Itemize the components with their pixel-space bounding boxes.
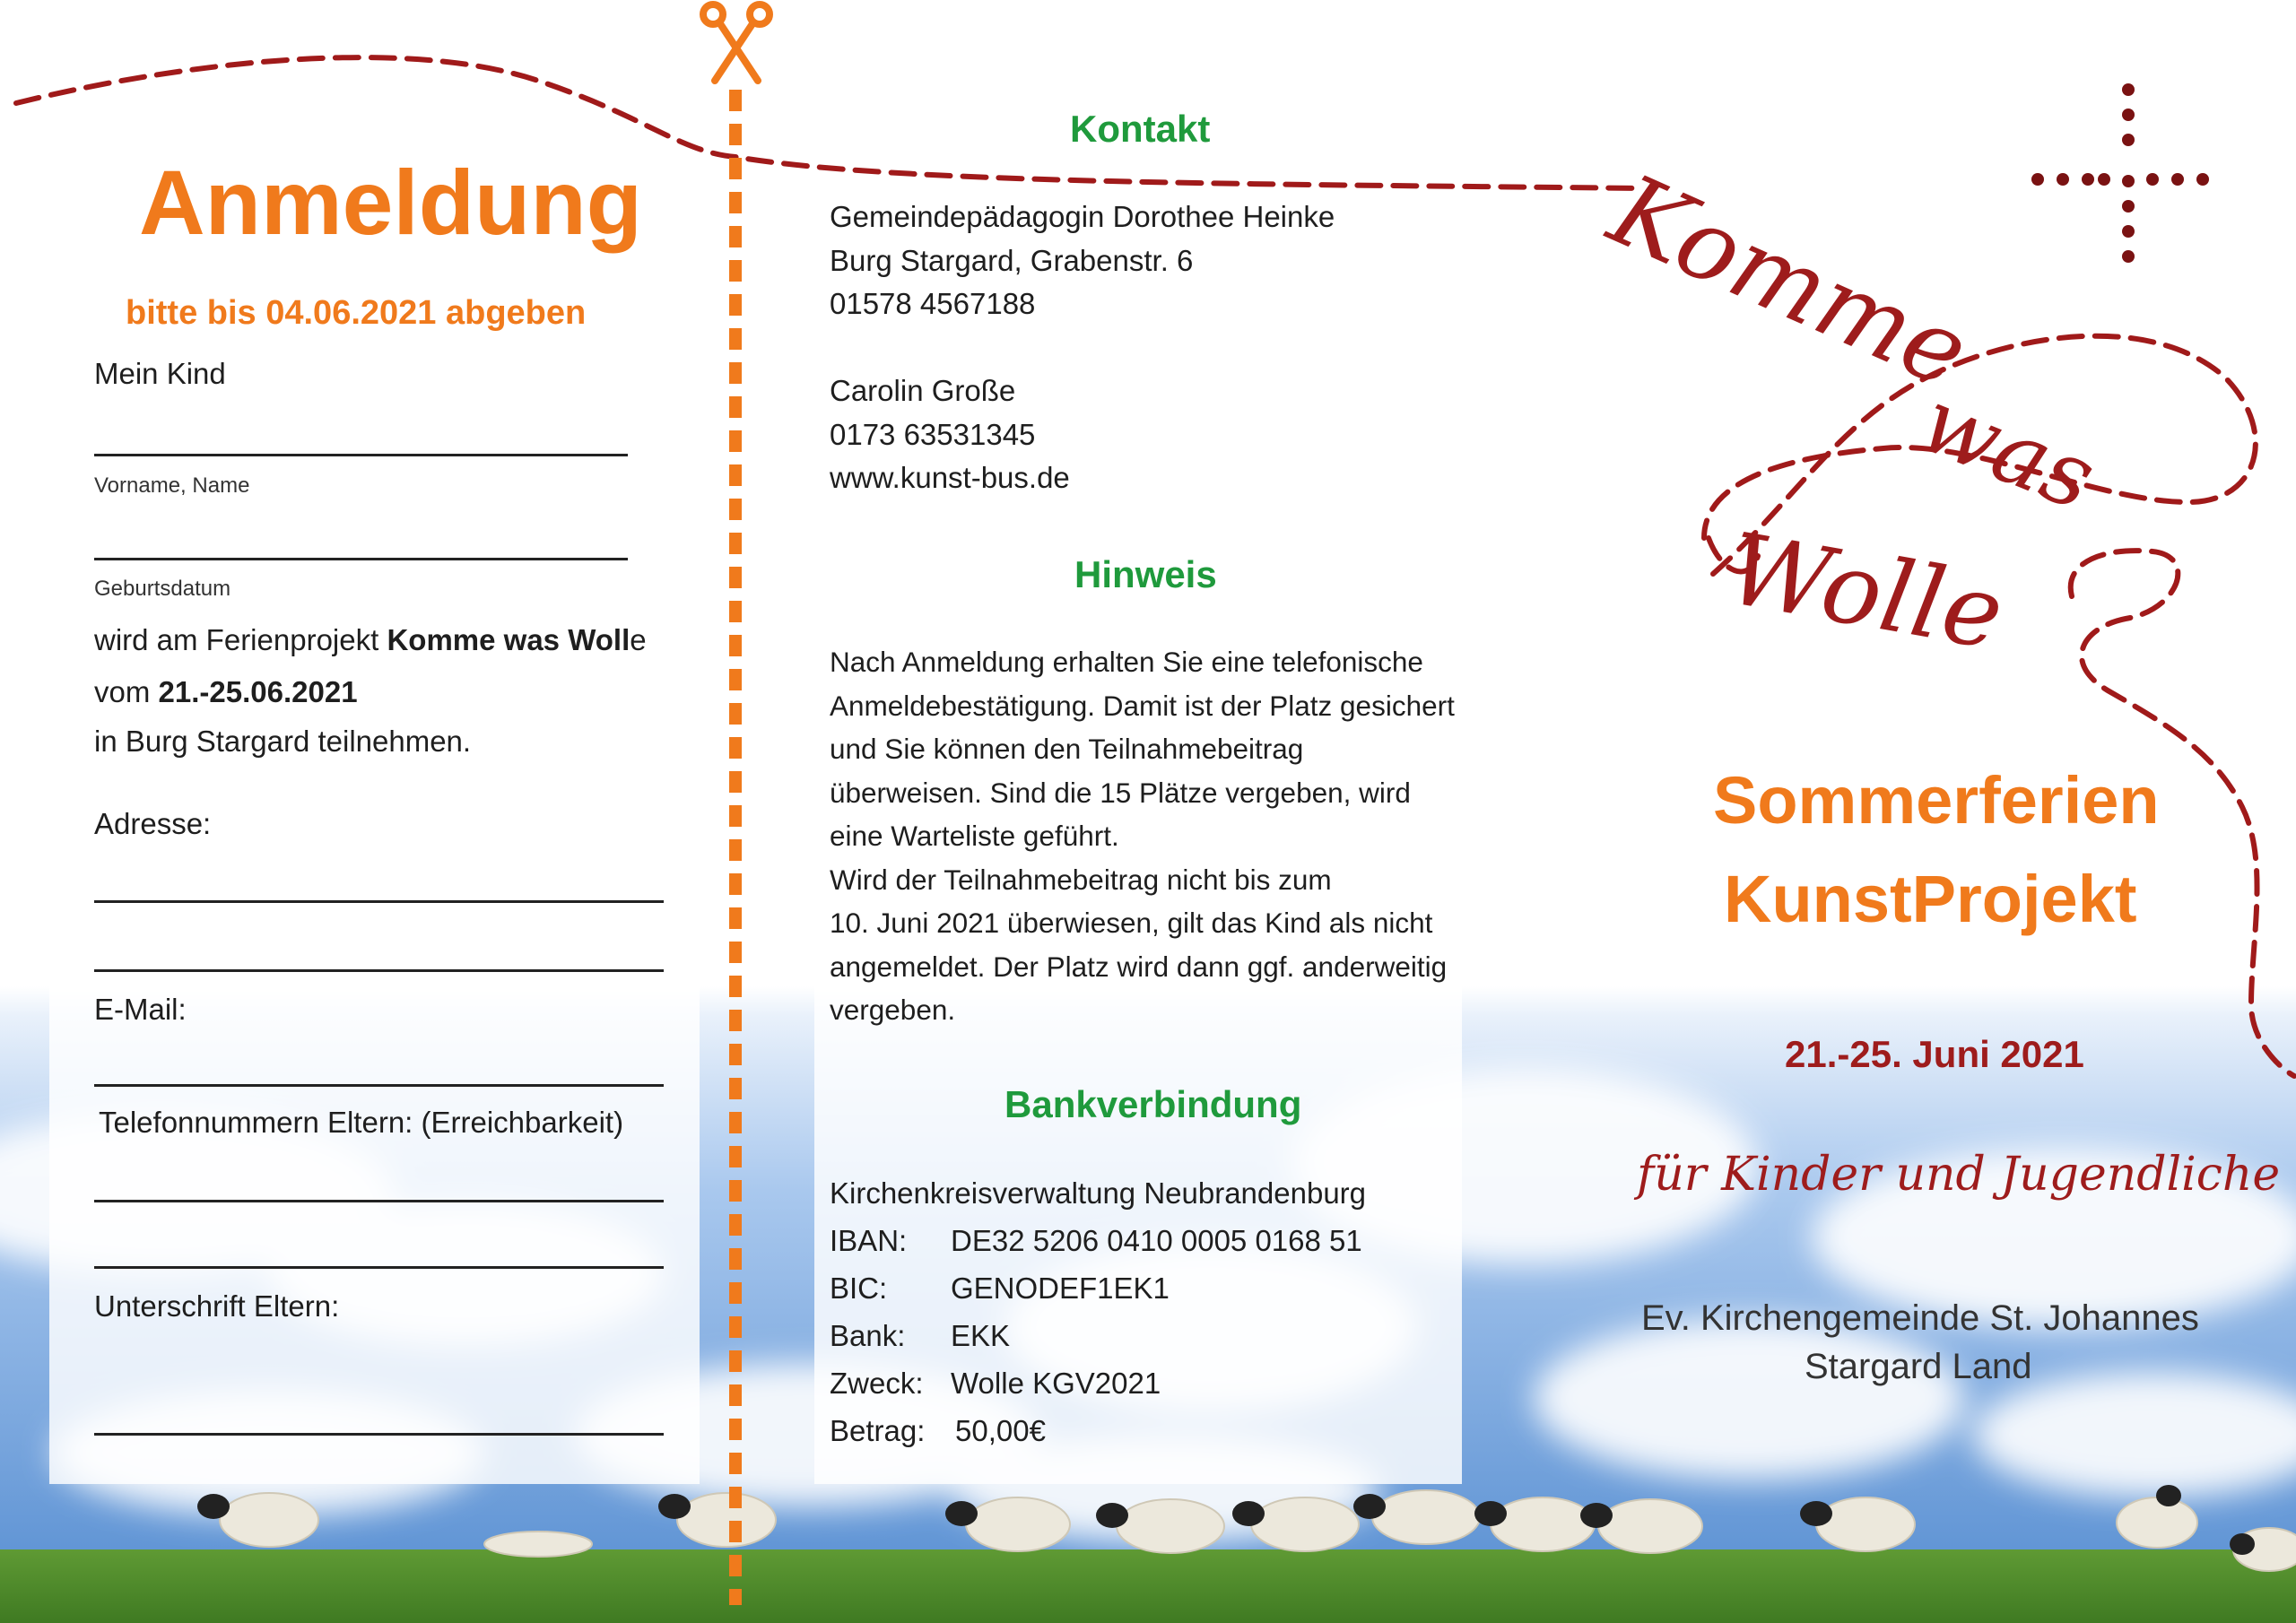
- script-title-was: was: [1907, 368, 2110, 532]
- kontakt-line: Gemeindepädagogin Dorothee Heinke: [830, 200, 1335, 233]
- bank-value: Wolle KGV2021: [951, 1367, 1161, 1400]
- script-title-wolle: Wolle: [1719, 511, 2012, 673]
- hinweis-line: Nach Anmeldung erhalten Sie eine telefonische: [830, 646, 1423, 678]
- kontakt-heading: Kontakt: [1070, 108, 1211, 150]
- kontakt-line: [830, 326, 1335, 370]
- bank-value: 50,00€: [955, 1414, 1046, 1447]
- hinweis-line: überweisen. Sind die 15 Plätze vergeben, wird: [830, 776, 1411, 809]
- project-date-bold: 21.-25.06.2021: [158, 675, 358, 708]
- headline-kunstprojekt: KunstProjekt: [1724, 862, 2137, 936]
- address-line-1[interactable]: [94, 900, 664, 903]
- script-title-komme: Komme: [1594, 152, 1985, 411]
- vorname-label: Vorname, Name: [94, 473, 250, 498]
- kontakt-line: Carolin Große: [830, 374, 1016, 407]
- telefon-label: Telefonnummern Eltern: (Erreichbarkeit): [99, 1106, 624, 1139]
- kontakt-line: Burg Stargard, Grabenstr. 6: [830, 243, 1194, 277]
- bank-row-bank: [830, 1319, 1010, 1353]
- bank-key: Betrag:: [830, 1414, 926, 1447]
- cross-icon: [2027, 81, 2224, 278]
- bank-value: GENODEF1EK1: [951, 1271, 1170, 1305]
- participation-prefix: wird am Ferienprojekt: [94, 623, 387, 656]
- hinweis-heading: Hinweis: [1074, 553, 1217, 595]
- geburtsdatum-label: Geburtsdatum: [94, 577, 231, 601]
- email-label: E-Mail:: [94, 993, 187, 1026]
- participation-line-2: [94, 675, 358, 709]
- kontakt-line: 01578 4567188: [830, 287, 1036, 320]
- hinweis-block: [830, 640, 1455, 1032]
- kontakt-website[interactable]: www.kunst-bus.de: [830, 461, 1070, 494]
- headline-sommerferien: Sommerferien: [1713, 763, 2160, 838]
- participation-line-3: in Burg Stargard teilnehmen.: [94, 725, 472, 758]
- adresse-label: Adresse:: [94, 807, 212, 840]
- bank-key: Zweck:: [830, 1367, 924, 1400]
- participation-suffix: e: [630, 623, 647, 656]
- kontakt-line: 0173 63531345: [830, 417, 1036, 451]
- hinweis-line: 10. Juni 2021 überwiesen, gilt das Kind als nicht: [830, 907, 1433, 939]
- scissors-icon: [695, 0, 778, 85]
- bank-row-betrag: [830, 1414, 1046, 1448]
- phone-line-2[interactable]: [94, 1266, 664, 1269]
- hinweis-line: eine Warteliste geführt.: [830, 820, 1119, 852]
- vom-text: vom: [94, 675, 159, 708]
- hinweis-line: und Sie können den Teilnahmebeitrag: [830, 733, 1304, 765]
- email-line[interactable]: [94, 1084, 664, 1087]
- phone-line-1[interactable]: [94, 1200, 664, 1202]
- bankverbindung-heading: Bankverbindung: [1004, 1083, 1302, 1125]
- church-name-1: Ev. Kirchengemeinde St. Johannes: [1641, 1298, 2199, 1338]
- deadline-text: bitte bis 04.06.2021 abgeben: [126, 294, 587, 332]
- participation-line-1: [94, 623, 647, 657]
- bank-key: IBAN:: [830, 1224, 908, 1257]
- kontakt-block: [830, 195, 1335, 500]
- project-date: 21.-25. Juni 2021: [1785, 1033, 2084, 1075]
- hinweis-line: vergeben.: [830, 994, 956, 1026]
- audience-text: für Kinder und Jugendliche: [1637, 1148, 2281, 1202]
- project-name-bold: Komme was Woll: [387, 623, 631, 656]
- birthdate-line[interactable]: [94, 558, 628, 560]
- name-line[interactable]: [94, 454, 628, 456]
- anmeldung-title: Anmeldung: [139, 152, 642, 254]
- bank-key: BIC:: [830, 1271, 888, 1305]
- signature-line[interactable]: [94, 1433, 664, 1436]
- unterschrift-label: Unterschrift Eltern:: [94, 1289, 340, 1323]
- mein-kind-label: Mein Kind: [94, 357, 226, 390]
- address-line-2[interactable]: [94, 969, 664, 972]
- hinweis-line: angemeldet. Der Platz wird dann ggf. anderweitig: [830, 950, 1448, 983]
- church-name-2: Stargard Land: [1805, 1347, 2032, 1386]
- hinweis-line: Wird der Teilnahmebeitrag nicht bis zum: [830, 863, 1332, 896]
- bank-value: DE32 5206 0410 0005 0168 51: [951, 1224, 1362, 1257]
- bank-row-zweck: [830, 1367, 1161, 1401]
- bank-name: Kirchenkreisverwaltung Neubrandenburg: [830, 1176, 1367, 1210]
- bank-row-iban: [830, 1224, 1362, 1258]
- bank-key: Bank:: [830, 1319, 906, 1352]
- bank-row-bic: [830, 1271, 1170, 1306]
- bank-value: EKK: [951, 1319, 1011, 1352]
- hinweis-line: Anmeldebestätigung. Damit ist der Platz gesichert: [830, 689, 1455, 722]
